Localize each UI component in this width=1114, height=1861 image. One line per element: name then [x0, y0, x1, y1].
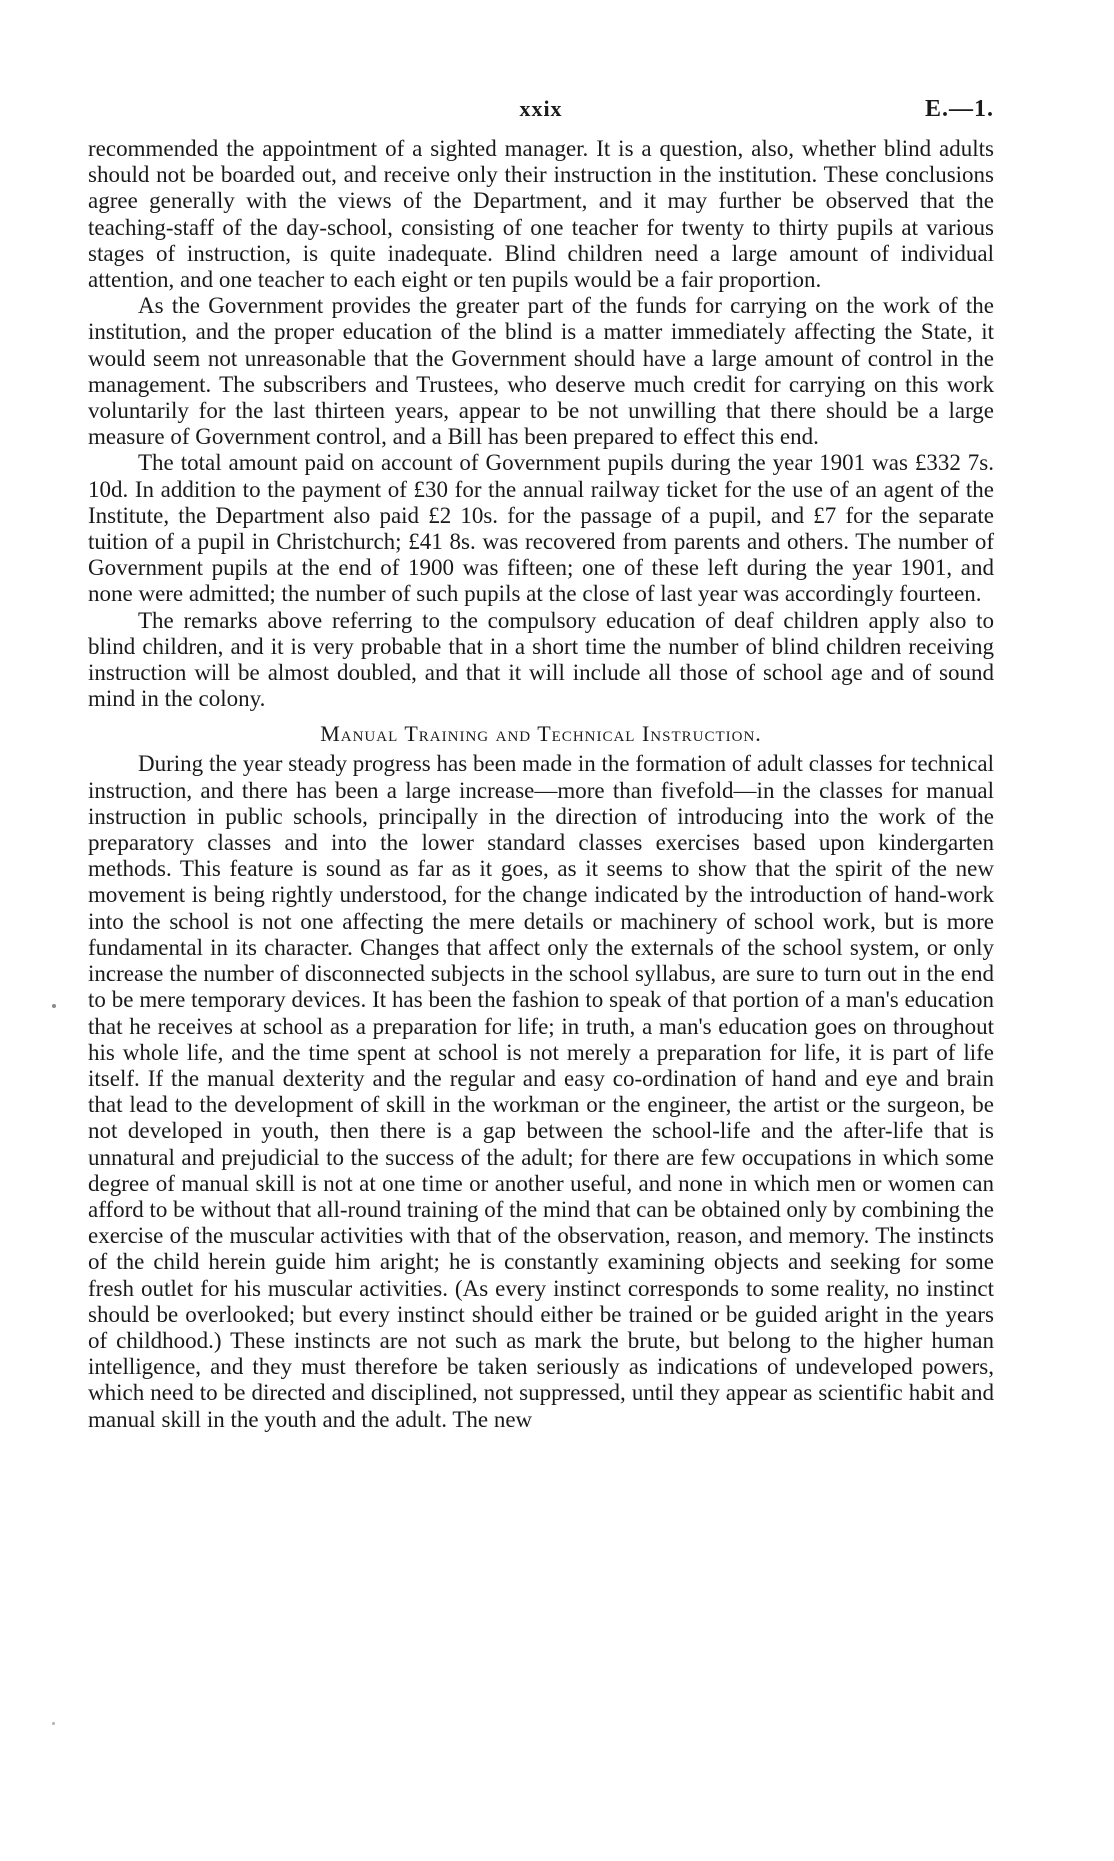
paragraph: As the Government provides the greater part of the funds for carrying on the work of the institution, and the proper education of the blind is a matter immediately affecting the State, it would seem not unreasonable that the Government should have a large amount of control in the management. The subscribers and Trustees, who deserve much credit for carrying on this work voluntarily for the last thirteen years, appear to be not unwilling that there should be a large measure of Government control, and a Bill has been prepared to effect this end.	[88, 293, 994, 450]
paragraph: recommended the appointment of a sighted manager. It is a question, also, whether blind adults should not be boarded out, and receive only their instruction in the institution. These conclusions agree generally with the views of the Department, and it may further be observed that the teaching-staff of the day-school, consisting of one teacher for twenty to thirty pupils at various stages of instruction, is quite inadequate. Blind children need a large amount of individual attention, and one teacher to each eight or ten pupils would be a fair proportion.	[88, 136, 994, 293]
page-header	[88, 96, 994, 126]
paragraph: During the year steady progress has been made in the formation of adult classes for technical instruction, and there has been a large increase—more than fivefold—in the classes for manual instruction in public schools, principally in the direction of introducing into the work of the preparatory classes and into the lower standard classes exercises based upon kindergarten methods. This feature is sound as far as it goes, as it seems to show that the spirit of the new movement is being rightly understood, for the change indicated by the introduction of hand-work into the school is not one affecting the mere details or machinery of school work, but is more fundamental in its character. Changes that affect only the externals of the school system, or only increase the number of disconnected subjects in the school syllabus, are sure to turn out in the end to be mere temporary devices. It has been the fashion to speak of that portion of a man's education that he receives at school as a preparation for life; in truth, a man's education goes on throughout his whole life, and the time spent at school is not merely a preparation for life, it is part of life itself. If the manual dexterity and the regular and easy co-ordination of hand and eye and brain that lead to the development of skill in the workman or the engineer, the artist or the surgeon, be not developed in youth, then there is a gap between the school-life and the after-life that is unnatural and prejudicial to the success of the adult; for there are few occupations in which some degree of manual skill is not at one time or another useful, and none in which men or women can afford to be without that all-round training of the mind that can be obtained only by combining the exercise of the muscular activities with that of the observation, reason, and memory. The instincts of the child herein guide him aright; he is constantly examining objects and seeking for some fresh outlet for his muscular activities. (As every instinct corresponds to some reality, no instinct should be overlooked; but every instinct should either be trained or be guided aright in the years of childhood.) These instincts are not such as mark the brute, but belong to the higher human intelligence, and they must therefore be taken seriously as indications of undeveloped powers, which need to be directed and disciplined, not suppressed, until they appear as scientific habit and manual skill in the youth and the adult. The new	[88, 751, 994, 1432]
document-reference: E.—1.	[924, 96, 994, 122]
page-number: xxix	[519, 96, 563, 121]
section-heading: Manual Training and Technical Instruction.	[320, 721, 762, 747]
paragraph: The total amount paid on account of Government pupils during the year 1901 was £332 7s. 10d. In addition to the payment of £30 for the annual railway ticket for the use of an agent of the Institute, the Department also paid £2 10s. for the passage of a pupil, and £7 for the separate tuition of a pupil in Christchurch; £41 8s. was recovered from parents and others. The number of Government pupils at the end of 1900 was fifteen; one of these left during the year 1901, and none were admitted; the number of such pupils at the close of last year was accordingly fourteen.	[88, 450, 994, 607]
margin-mark	[52, 1722, 55, 1725]
body-text	[88, 136, 994, 1433]
paragraph: The remarks above referring to the compulsory education of deaf children apply also to blind children, and it is very probable that in a short time the number of blind children receiving instruction will be almost doubled, and that it will include all those of school age and of sound mind in the colony.	[88, 607, 994, 712]
margin-mark	[52, 1004, 56, 1008]
